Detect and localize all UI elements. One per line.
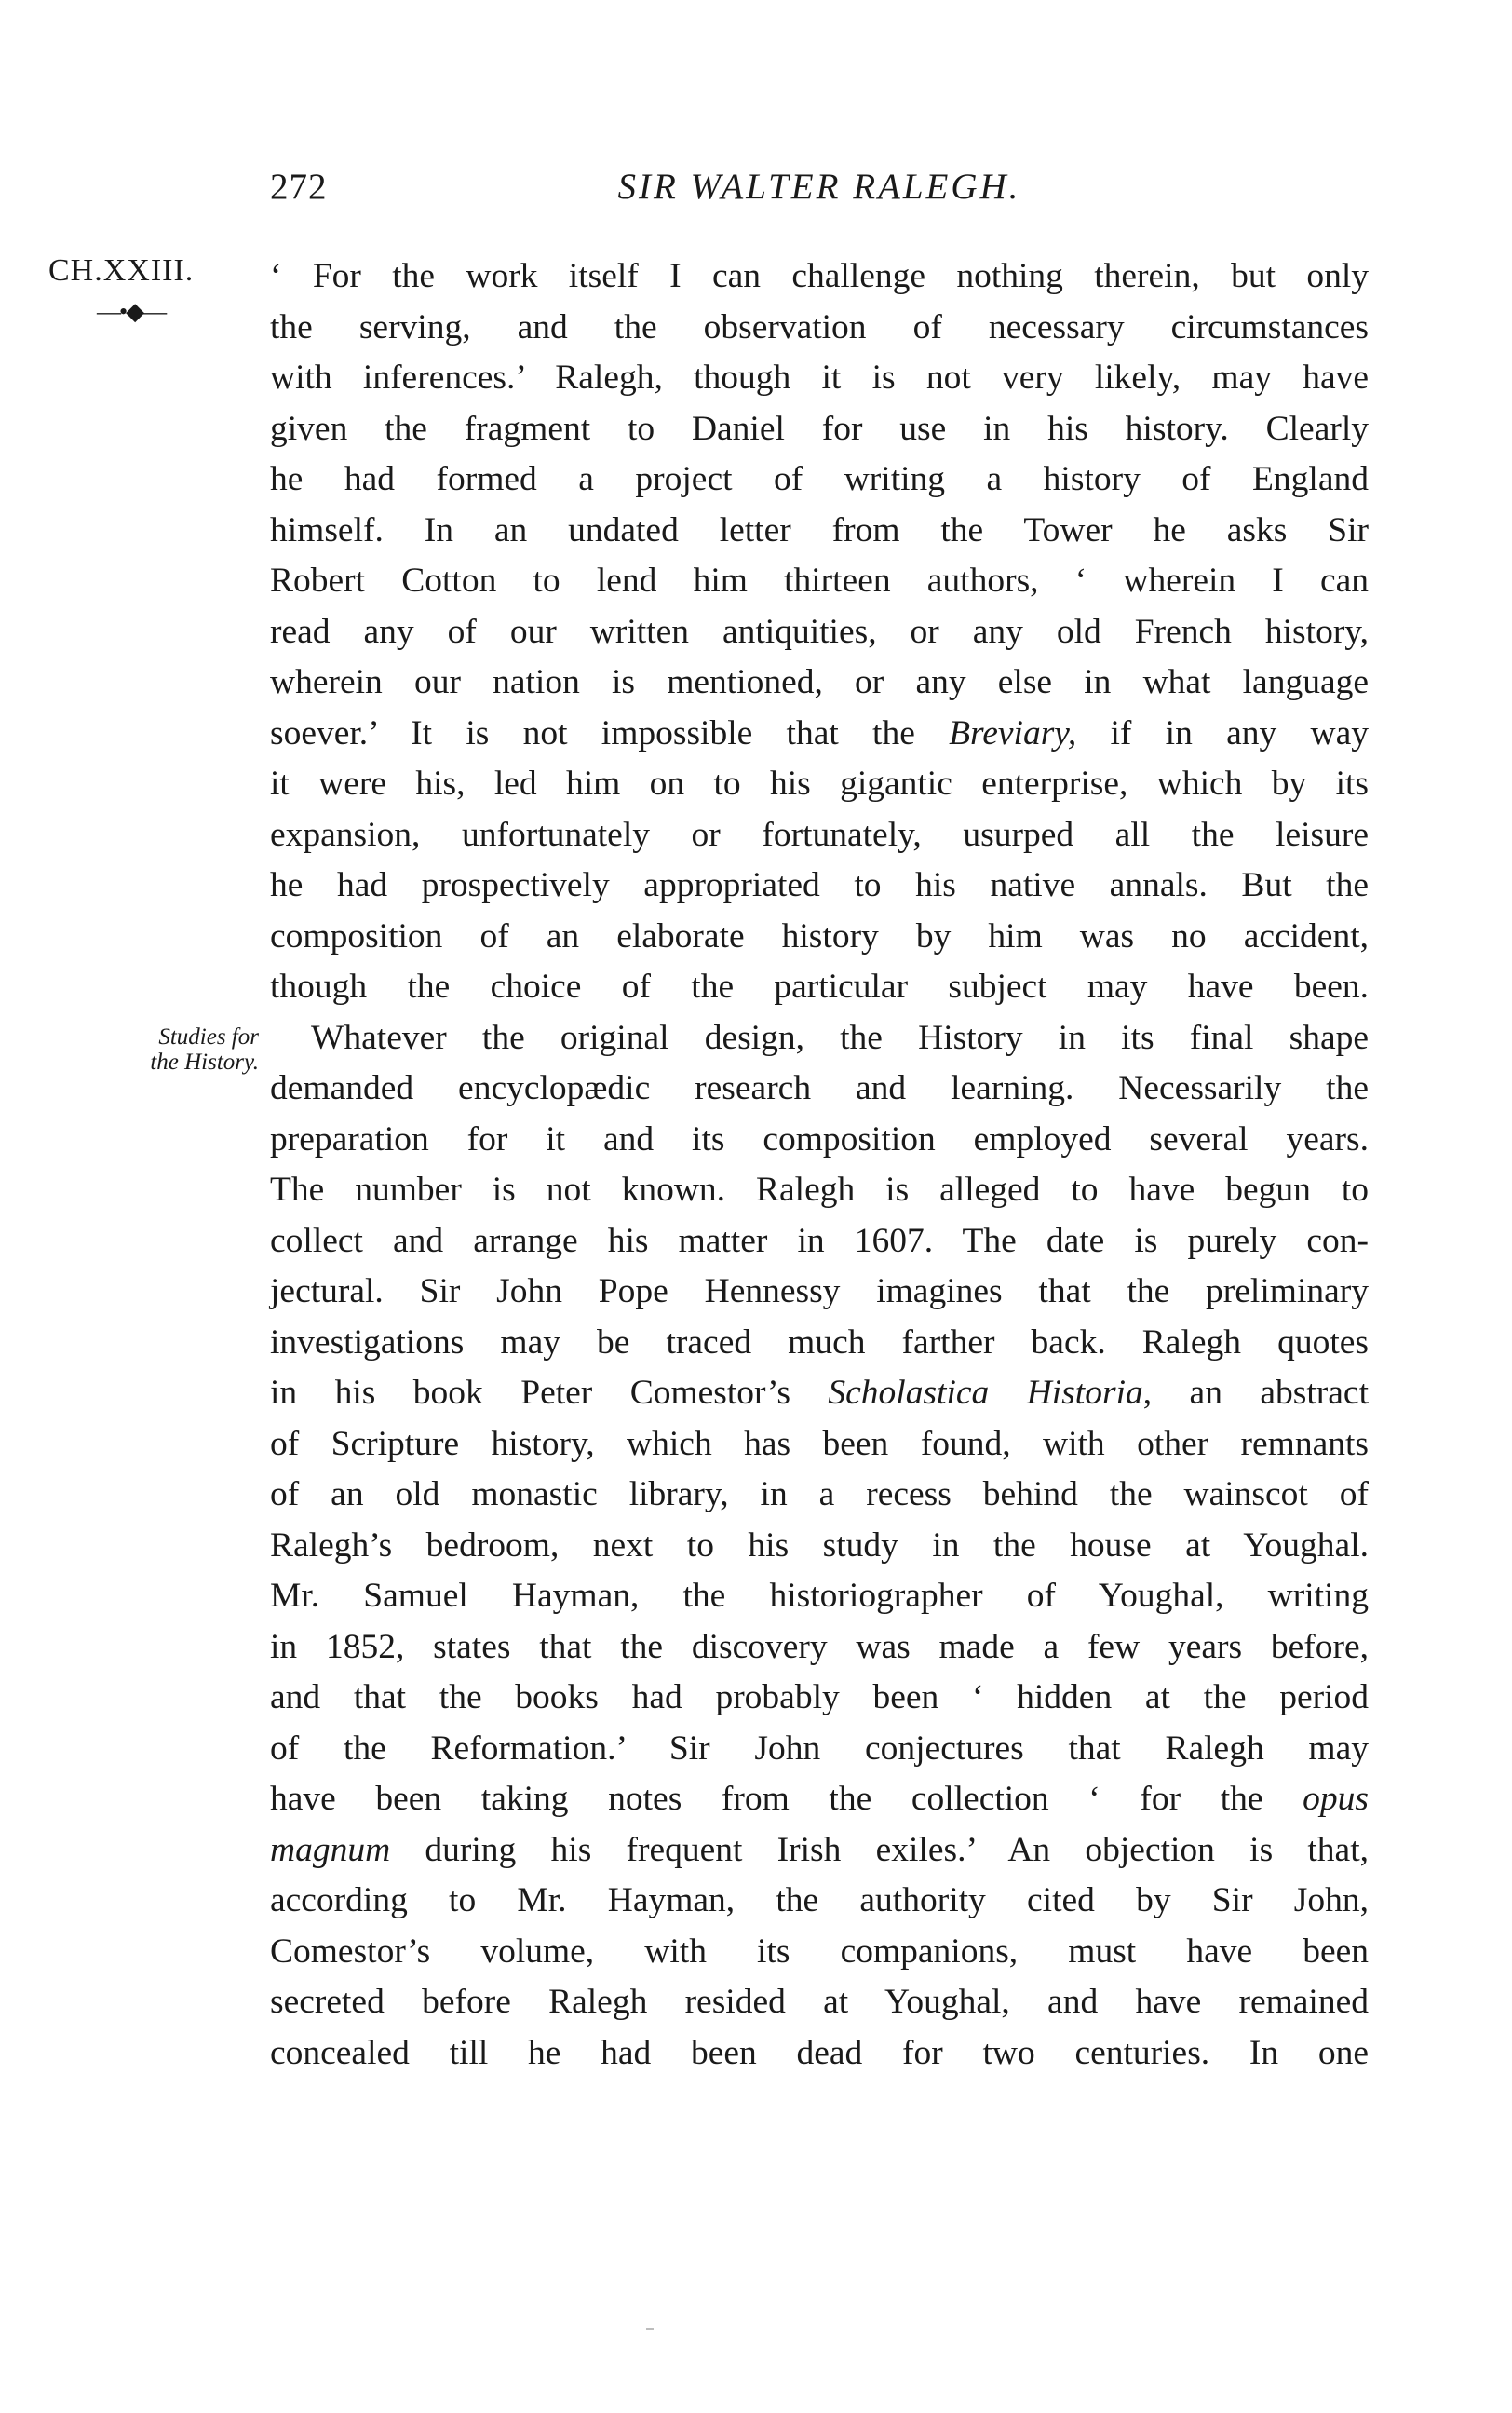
text-line: he had formed a project of writing a history of England: [270, 460, 1369, 498]
ornament-icon: —•◆—: [97, 298, 166, 325]
text-line: the serving, and the observation of necessary circumstances: [270, 307, 1369, 346]
text-line: himself. In an undated letter from the Tower he asks Sir: [270, 510, 1369, 549]
text-line: Whatever the original design, the History in its final shape: [311, 1018, 1369, 1057]
text-line: according to Mr. Hayman, the authority cited by Sir John,: [270, 1881, 1369, 1919]
text-segment: during his frequent Irish exiles.’ An objection is that,: [390, 1830, 1369, 1869]
text-line: of an old monastic library, in a recess behind the wainscot of: [270, 1475, 1369, 1513]
page-number: 272: [270, 167, 328, 207]
text-segment: , an abstract: [1142, 1374, 1369, 1412]
text-line: jectural. Sir John Pope Hennessy imagines that the preliminary: [270, 1272, 1369, 1310]
text-line: he had prospectively appropriated to his native annals. But the: [270, 866, 1369, 904]
text-line: collect and arrange his matter in 1607. The date is purely con-: [270, 1221, 1369, 1260]
text-line: ‘ For the work itself I can challenge nothing therein, but only: [270, 257, 1369, 295]
text-segment: have been taking notes from the collection ‘ for the: [270, 1780, 1303, 1818]
running-head: [270, 166, 1369, 222]
text-line: with inferences.’ Ralegh, though it is not very likely, may have: [270, 359, 1369, 397]
text-line: concealed till he had been dead for two centuries. In one: [270, 2033, 1369, 2072]
body-text: [270, 251, 1369, 2079]
text-line: though the choice of the particular subject may have been.: [270, 968, 1369, 1006]
text-line: it were his, led him on to his gigantic enterprise, which by its: [270, 765, 1369, 803]
text-segment: soever.’ It is not impossible that the: [270, 713, 950, 752]
text-line: Mr. Samuel Hayman, the historiographer of Youghal, writing: [270, 1577, 1369, 1615]
text-line: Robert Cotton to lend him thirteen authors, ‘ wherein I can: [270, 562, 1369, 600]
italic-phrase: opus: [1303, 1780, 1369, 1818]
italic-title: Breviary,: [949, 713, 1077, 752]
page-mark: [646, 2328, 654, 2330]
text-segment: in his book Peter Comestor’s: [270, 1374, 829, 1412]
text-line: read any of our written antiquities, or any old French history,: [270, 612, 1369, 651]
text-line: investigations may be traced much farther back. Ralegh quotes: [270, 1322, 1369, 1362]
text-line: given the fragment to Daniel for use in his history. Clearly: [270, 409, 1369, 448]
sidenote-line: the History.: [150, 1050, 259, 1075]
text-line: [270, 709, 1369, 760]
text-line: preparation for it and its composition employed several years.: [270, 1119, 1369, 1159]
text-line: wherein our nation is mentioned, or any else in what language: [270, 663, 1369, 701]
chapter-reference: CH.XXIII.: [48, 253, 195, 288]
text-line: of the Reformation.’ Sir John conjectures that Ralegh may: [270, 1728, 1369, 1768]
margin-sidenote: [45, 1024, 259, 1075]
text-line: secreted before Ralegh resided at Youghal, and have remained: [270, 1983, 1369, 2021]
italic-phrase: magnum: [270, 1830, 391, 1869]
text-line: composition of an elaborate history by him was no accident,: [270, 916, 1369, 956]
running-title: SIR WALTER RALEGH.: [617, 167, 1021, 207]
text-line: Ralegh’s bedroom, next to his study in the house at Youghal.: [270, 1525, 1369, 1565]
text-line: demanded encyclopædic research and learning. Necessarily the: [270, 1069, 1369, 1107]
italic-title: Scholastica Historia: [828, 1374, 1143, 1412]
text-line: expansion, unfortunately or fortunately, usurped all the leisure: [270, 815, 1369, 854]
text-line: The number is not known. Ralegh is alleged to have begun to: [270, 1171, 1369, 1209]
text-line: of Scripture history, which has been found, with other remnants: [270, 1424, 1369, 1463]
sidenote-line: Studies for: [158, 1024, 259, 1050]
text-line: in 1852, states that the discovery was made a few years before,: [270, 1627, 1369, 1666]
text-line: [270, 1825, 1369, 1877]
text-line: [270, 1774, 1369, 1825]
text-line: and that the books had probably been ‘ hidden at the period: [270, 1678, 1369, 1716]
text-line: Comestor’s volume, with its companions, must have been: [270, 1932, 1369, 1971]
text-segment: if in any way: [1076, 713, 1369, 752]
text-line: [270, 1368, 1369, 1419]
